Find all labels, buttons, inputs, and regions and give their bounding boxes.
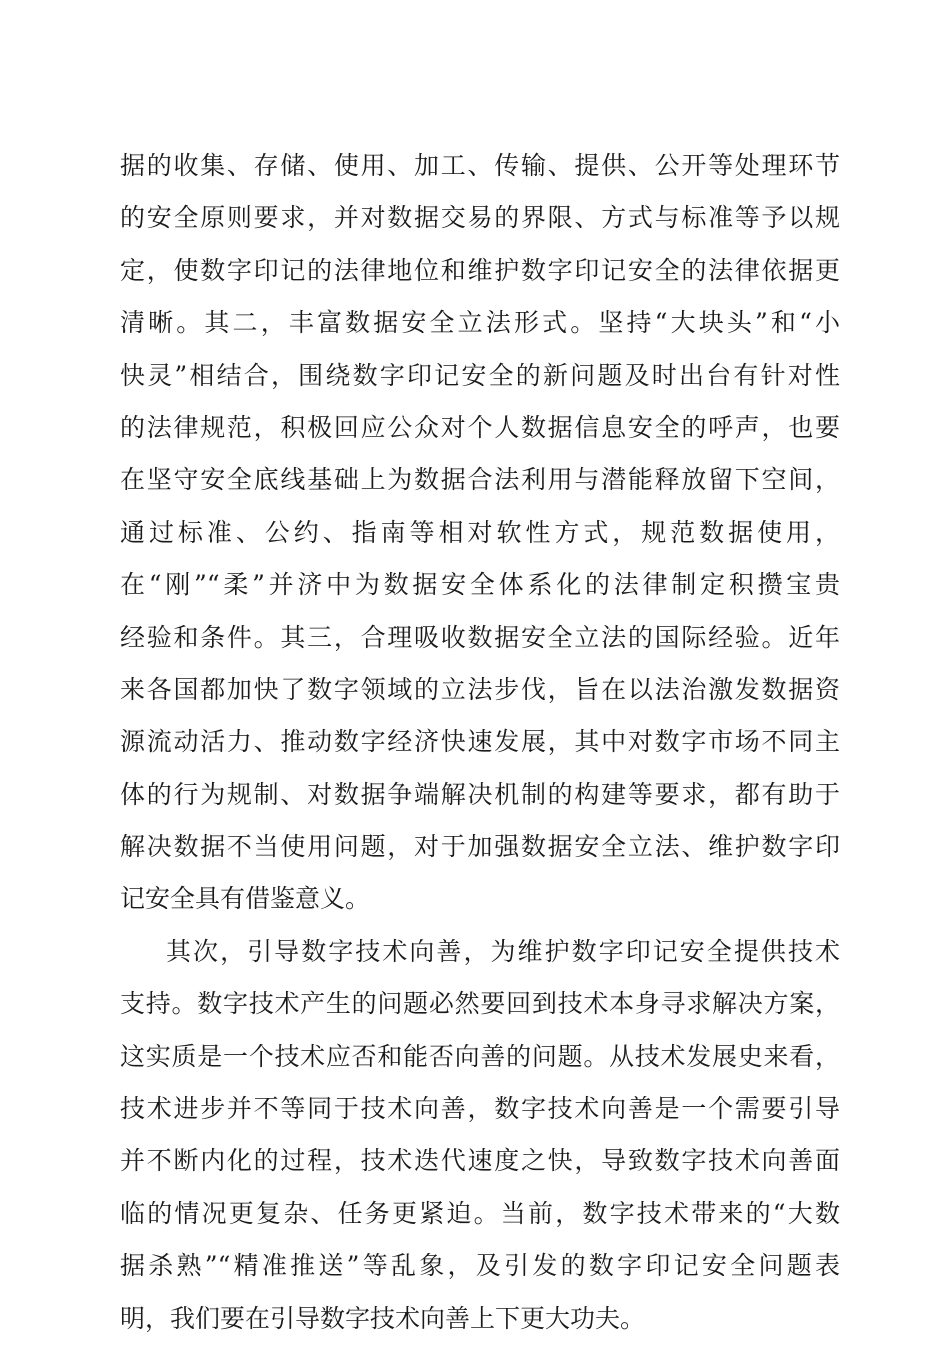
- text-line: 清晰。其二，丰富数据安全立法形式。坚持“大块头”和“小: [120, 308, 840, 338]
- paragraph-2: [120, 926, 840, 1345]
- text-line: 在坚守安全底线基础上为数据合法利用与潜能释放留下空间，: [120, 465, 840, 495]
- text-line: 支持。数字技术产生的问题必然要回到技术本身寻求解决方案，: [120, 989, 840, 1019]
- text-line: 源流动活力、推动数字经济快速发展，其中对数字市场不同主: [120, 727, 840, 757]
- text-line: 来各国都加快了数字领域的立法步伐，旨在以法治激发数据资: [120, 674, 840, 704]
- text-line: 快灵”相结合，围绕数字印记安全的新问题及时出台有针对性: [120, 360, 840, 390]
- text-line: 的安全原则要求，并对数据交易的界限、方式与标准等予以规: [120, 203, 840, 233]
- text-line: 临的情况更复杂、任务更紧迫。当前，数字技术带来的“大数: [120, 1198, 840, 1228]
- text-line: 定，使数字印记的法律地位和维护数字印记安全的法律依据更: [120, 255, 840, 285]
- text-line: 并不断内化的过程，技术迭代速度之快，导致数字技术向善面: [120, 1146, 840, 1176]
- text-line: 在“刚”“柔”并济中为数据安全体系化的法律制定积攒宝贵: [120, 570, 840, 600]
- text-line: 技术进步并不等同于技术向善，数字技术向善是一个需要引导: [120, 1094, 840, 1124]
- paragraph-1: [120, 140, 840, 926]
- text-line: 其次，引导数字技术向善，为维护数字印记安全提供技术: [166, 936, 840, 966]
- body-text: [120, 140, 840, 1345]
- text-line: 据杀熟”“精准推送”等乱象，及引发的数字印记安全问题表: [120, 1251, 840, 1281]
- text-line: 通过标准、公约、指南等相对软性方式，规范数据使用，: [120, 517, 840, 547]
- text-line: 经验和条件。其三，合理吸收数据安全立法的国际经验。近年: [120, 622, 840, 652]
- text-line: 明，我们要在引导数字技术向善上下更大功夫。: [120, 1303, 646, 1333]
- text-line: 解决数据不当使用问题，对于加强数据安全立法、维护数字印: [120, 832, 840, 862]
- text-line: 记安全具有借鉴意义。: [120, 884, 371, 914]
- text-line: 这实质是一个技术应否和能否向善的问题。从技术发展史来看，: [120, 1041, 840, 1071]
- text-line: 的法律规范，积极回应公众对个人数据信息安全的呼声，也要: [120, 412, 840, 442]
- text-line: 据的收集、存储、使用、加工、传输、提供、公开等处理环节: [120, 151, 840, 180]
- text-line: 体的行为规制、对数据争端解决机制的构建等要求，都有助于: [120, 779, 840, 809]
